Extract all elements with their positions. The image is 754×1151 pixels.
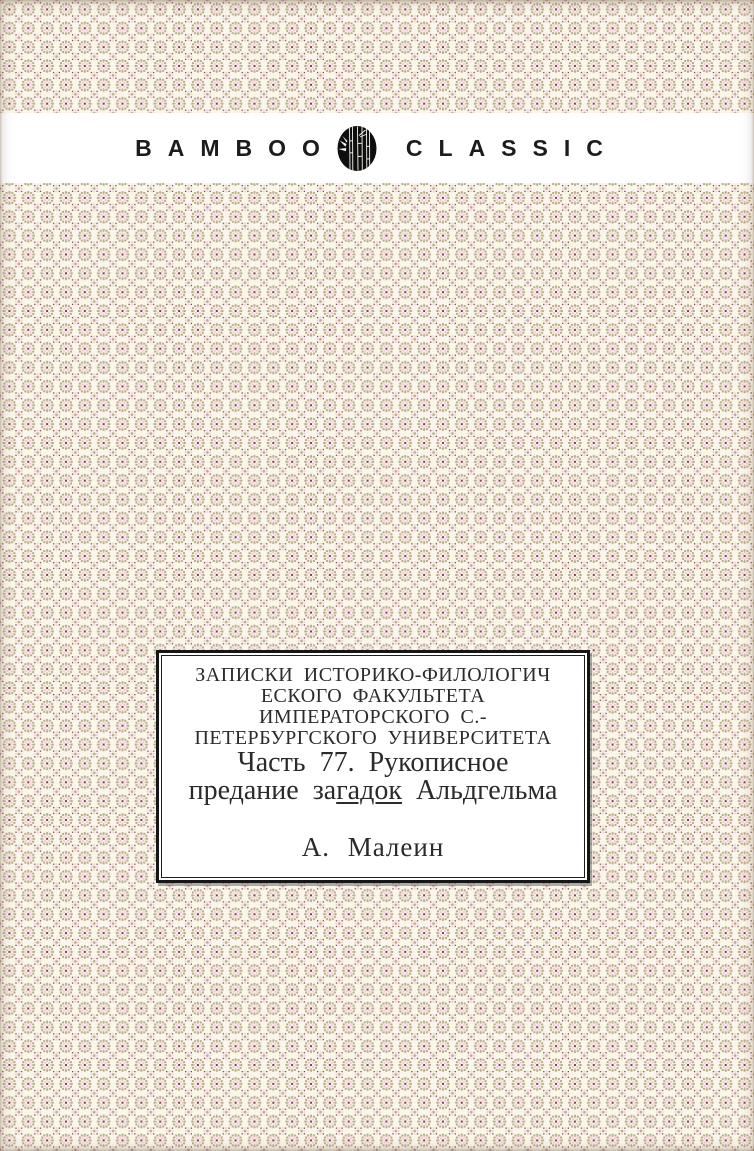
title-line-3: ИМПЕРАТОРСКОГО С.- bbox=[258, 706, 488, 728]
title-part-line: Часть 77. Рукописное bbox=[237, 747, 509, 778]
title-line-4: ПЕТЕРБУРГСКОГО УНИВЕРСИТЕТА bbox=[194, 727, 552, 749]
title-box bbox=[156, 650, 590, 883]
bamboo-logo-icon bbox=[336, 125, 378, 172]
author-name: А. Малеин bbox=[301, 832, 445, 862]
title-faculty-block bbox=[162, 665, 584, 749]
part-line2-underlined-fragment: гадок bbox=[336, 775, 402, 806]
title-box-inner-frame bbox=[161, 655, 585, 878]
publisher-band bbox=[0, 113, 754, 183]
brand-classic-text: CLASSIC bbox=[405, 134, 619, 161]
title-part-line-2 bbox=[162, 777, 584, 805]
title-line-2: ЕСКОГО ФАКУЛЬТЕТА bbox=[260, 685, 486, 707]
part-line2-prefix: предание за bbox=[188, 775, 337, 806]
title-line-1: ЗАПИСКИ ИСТОРИКО-ФИЛОЛОГИЧ bbox=[195, 664, 551, 686]
part-line2-suffix: Альдгельма bbox=[401, 775, 558, 806]
brand-bamboo-text: BAMBOO bbox=[135, 134, 336, 161]
